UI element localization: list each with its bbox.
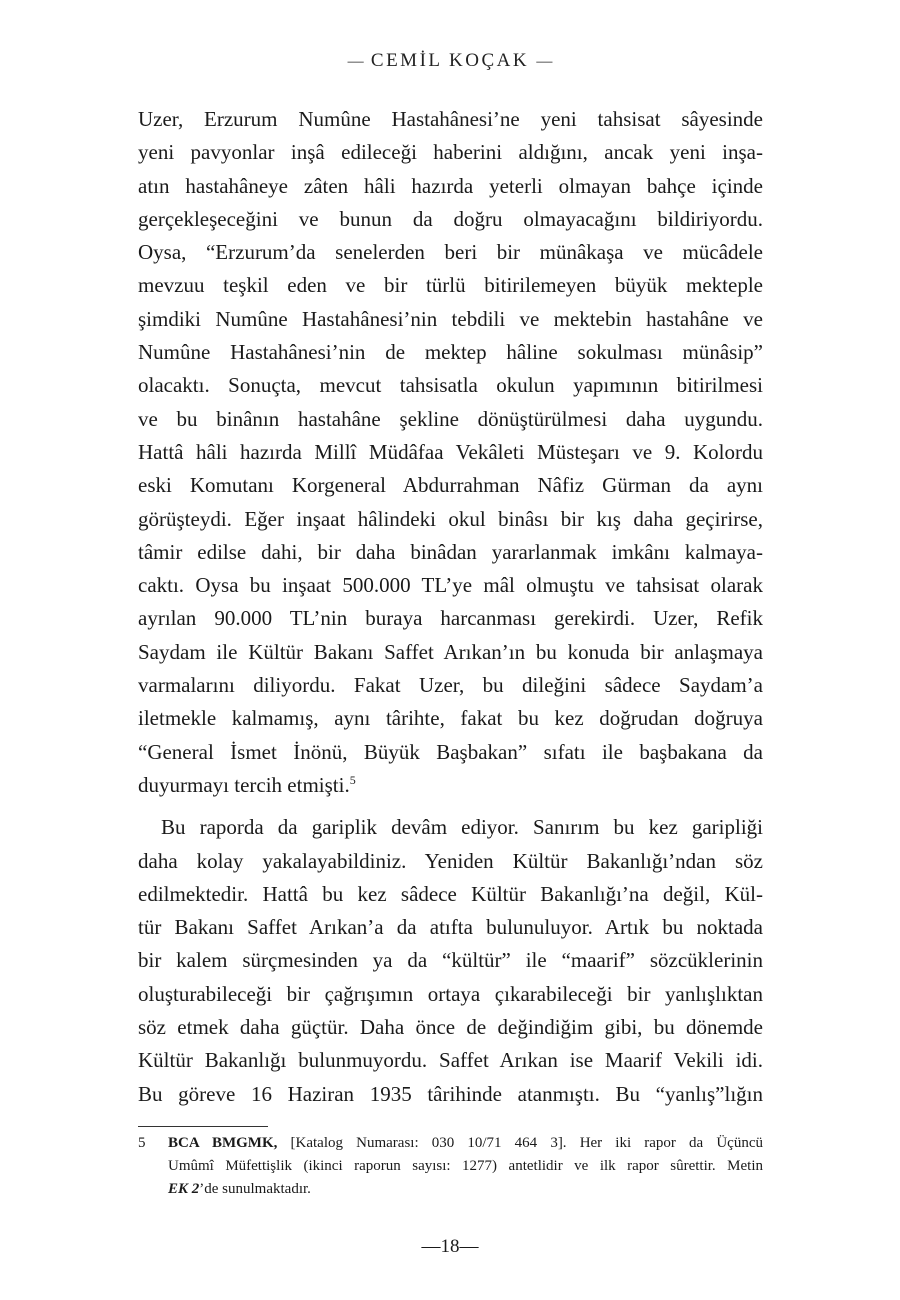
text-line: oluşturabileceği bir çağrışımın ortaya çıkarabileceği bir yanlışlıktan (138, 981, 763, 1006)
text-line: Saydam ile Kültür Bakanı Saffet Arıkan’ın bu konuda bir anlaşmaya (138, 639, 763, 664)
text-line: tür Bakanı Saffet Arıkan’a da atıfta bulunuluyor. Artık bu noktada (138, 915, 763, 940)
page-number (0, 1236, 900, 1258)
text-line: Oysa, “Erzurum’da senelerden beri bir münâkaşa ve mücâdele (138, 240, 763, 265)
text-line: gerçekleşeceğini ve bunun da doğru olmayacağını bildiriyordu. (138, 206, 763, 231)
text-line: görüşteydi. Eğer inşaat hâlindeki okul binâsı bir kış daha geçirirse, (138, 506, 763, 531)
footnote-text: ’de sunulmaktadır. (199, 1181, 311, 1197)
text-line: atın hastahâneye zâten hâli hazırda yeterli olmayan bahçe içinde (138, 173, 763, 198)
text-line: iletmekle kalmamış, aynı târihte, fakat bu kez doğrudan doğruya (138, 706, 763, 731)
text-line: yeni pavyonlar inşâ edileceği haberini aldığını, ancak yeni inşa- (138, 140, 763, 165)
footnote-rule (138, 1126, 268, 1127)
footnote-line (168, 1132, 763, 1155)
text-line: olacaktı. Sonuçta, mevcut tahsisatla okulun yapımının bitirilmesi (138, 373, 763, 398)
header-dash-left: — (347, 53, 364, 70)
header-author: CEMİL KOÇAK (370, 50, 530, 71)
text-line: eski Komutanı Korgeneral Abdurrahman Nâfiz Gürman da aynı (138, 473, 763, 498)
text-line: edilmektedir. Hattâ bu kez sâdece Kültür Bakanlığı’na değil, Kül- (138, 881, 763, 906)
body-text (138, 103, 763, 1111)
running-head (0, 50, 900, 72)
text-line: bir kalem sürçmesinden ya da “kültür” ile “maarif” sözcüklerinin (138, 948, 763, 973)
text-line: “General İsmet İnönü, Büyük Başbakan” sıfatı ile başbakana da (138, 739, 763, 764)
text-line: Hattâ hâli hazırda Millî Müdâfaa Vekâleti Müsteşarı ve 9. Kolordu (138, 439, 763, 464)
folio-dash-right: — (459, 1236, 479, 1257)
folio-number: 18 (440, 1236, 460, 1257)
footnote-appendix-ref: EK 2 (168, 1181, 200, 1197)
footnote-5 (138, 1132, 763, 1201)
footnote-source: BCA BMGMK, (168, 1135, 278, 1151)
text-line: Numûne Hastahânesi’nin de mektep hâline sokulması münâsip” (138, 340, 763, 365)
footnote-text: [Katalog Numarası: 030 10/71 464 3]. Her iki rapor da Üçüncü (277, 1135, 763, 1151)
text-line (138, 769, 763, 802)
footnote-line: Umûmî Müfettişlik (ikinci raporun sayısı: 1277) antetlidir ve ilk rapor sûrettir. Metin (168, 1158, 763, 1174)
paragraph-2 (138, 811, 763, 1111)
text-line: Bu raporda da gariplik devâm ediyor. Sanırım bu kez garipliği (161, 815, 763, 840)
footnotes (138, 1132, 763, 1201)
text-line: ayrılan 90.000 TL’nin buraya harcanması gerekirdi. Uzer, Refik (138, 606, 763, 631)
text-line: daha kolay yakalayabildiniz. Yeniden Kültür Bakanlığı’ndan söz (138, 848, 763, 873)
text-line: Kültür Bakanlığı bulunmuyordu. Saffet Arıkan ise Maarif Vekili idi. (138, 1048, 763, 1073)
text-line-content: duyurmayı tercih etmişti. (138, 772, 350, 797)
text-line: Uzer, Erzurum Numûne Hastahânesi’ne yeni tahsisat sâyesinde (138, 107, 763, 131)
paragraph-1 (138, 103, 763, 802)
folio-dash-left: — (421, 1236, 441, 1257)
footnote-line (168, 1178, 763, 1201)
text-line: ve bu binânın hastahâne şekline dönüştürülmesi daha uygundu. (138, 406, 763, 431)
footnote-number: 5 (138, 1135, 146, 1151)
footnote-body (168, 1132, 763, 1201)
text-line: varmalarını diliyordu. Fakat Uzer, bu dileğini sâdece Saydam’a (138, 673, 763, 698)
text-line: mevzuu teşkil eden ve bir türlü bitirilemeyen büyük mekteple (138, 273, 763, 298)
text-line: caktı. Oysa bu inşaat 500.000 TL’ye mâl olmuştu ve tahsisat olarak (138, 573, 763, 598)
text-line: tâmir edilse dahi, bir daha binâdan yararlanmak imkânı kalmaya- (138, 539, 763, 564)
footnote-marker: 5 (349, 772, 356, 787)
text-line: Bu göreve 16 Haziran 1935 târihinde atanmıştı. Bu “yanlış”lığın (138, 1081, 763, 1106)
text-line: söz etmek daha güçtür. Daha önce de değindiğim gibi, bu dönemde (138, 1015, 763, 1040)
header-dash-right: — (536, 53, 553, 70)
text-line: şimdiki Numûne Hastahânesi’nin tebdili ve mektebin hastahâne ve (138, 306, 763, 331)
